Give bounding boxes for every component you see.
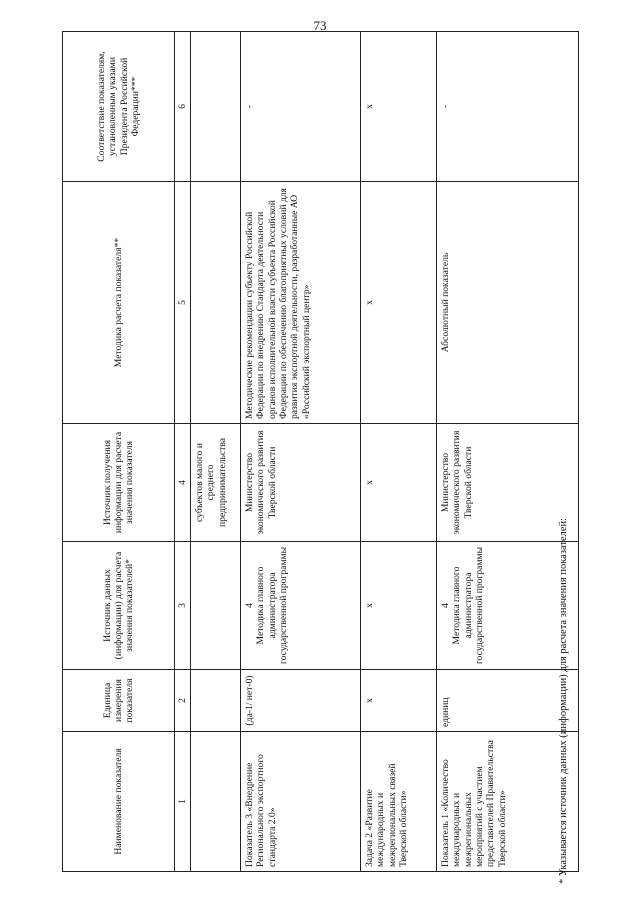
cell-name: Задача 2 «Развитие международных и межрегиональных связей Тверской области» <box>361 732 437 872</box>
cell <box>191 670 241 732</box>
header-row <box>63 32 175 872</box>
cell-info-source: x <box>361 424 437 542</box>
cell <box>191 182 241 424</box>
cell <box>191 32 241 182</box>
col-number: 4 <box>175 424 191 542</box>
header-method: Методика расчета показателя** <box>63 182 175 424</box>
header-compliance: Соответствие показателям, установленным указами Президента Российской Федерации*** <box>63 32 175 182</box>
data-source-number: 4 <box>244 603 255 608</box>
cell <box>191 542 241 670</box>
cell-info-source-continued: субъектов малого и среднего предпринимательства <box>191 424 241 542</box>
cell-data-source: x <box>361 542 437 670</box>
continuation-row <box>191 32 241 872</box>
cell-compliance: - <box>241 32 361 182</box>
col-number: 2 <box>175 670 191 732</box>
data-source-text: Методика главного администратора государственной программы <box>451 546 485 665</box>
cell-name: Показатель 3 «Внедрение Регионального экспортного стандарта 2.0» <box>241 732 361 872</box>
cell <box>191 732 241 872</box>
col-number: 3 <box>175 542 191 670</box>
col-number: 6 <box>175 32 191 182</box>
cell-compliance: x <box>361 32 437 182</box>
cell-name: Показатель 1 «Количество международных и межрегиональных мероприятий с участием представителей Правительства Тверской области» <box>437 732 579 872</box>
header-unit: Единица измерения показателя <box>63 670 175 732</box>
cell-unit: x <box>361 670 437 732</box>
header-info-source: Источник получения информации для расчета значения показателя <box>63 424 175 542</box>
column-number-row <box>175 32 191 872</box>
page-number: 73 <box>313 18 327 33</box>
data-source-number: 4 <box>440 603 451 608</box>
col-number: 5 <box>175 182 191 424</box>
header-name: Наименование показателя <box>63 732 175 872</box>
cell-method: Абсолютный показатель <box>437 182 579 424</box>
indicators-table <box>62 31 579 872</box>
footnote: * Указывается источник данных (информации) для расчета значения показателей: <box>558 517 569 884</box>
table-row <box>241 32 361 872</box>
header-data-source: Источник данных (информации) для расчета значения показателей* <box>63 542 175 670</box>
cell-unit: единиц <box>437 670 579 732</box>
cell-info-source: Министерство экономического развития Тверской области <box>241 424 361 542</box>
data-source-text: Методика главного администратора государственной программы <box>255 546 289 665</box>
cell-method: Методические рекомендации субъекту Российской Федерации по внедрению Стандарта деятельности органов исполнительной власти субъекта Российской Федерации по обеспечению благоприятных условий для развития экспортной деятельности, разработанные АО «Российский экспортный центр» <box>241 182 361 424</box>
cell-unit: (да-1/ нет-0) <box>241 670 361 732</box>
cell-compliance: - <box>437 32 579 182</box>
table-row <box>361 32 437 872</box>
cell-data-source <box>241 542 361 670</box>
col-number: 1 <box>175 732 191 872</box>
cell-method: x <box>361 182 437 424</box>
rotated-table-container <box>62 32 578 872</box>
cell-info-source: Министерство экономического развития Тверской области <box>437 424 579 542</box>
